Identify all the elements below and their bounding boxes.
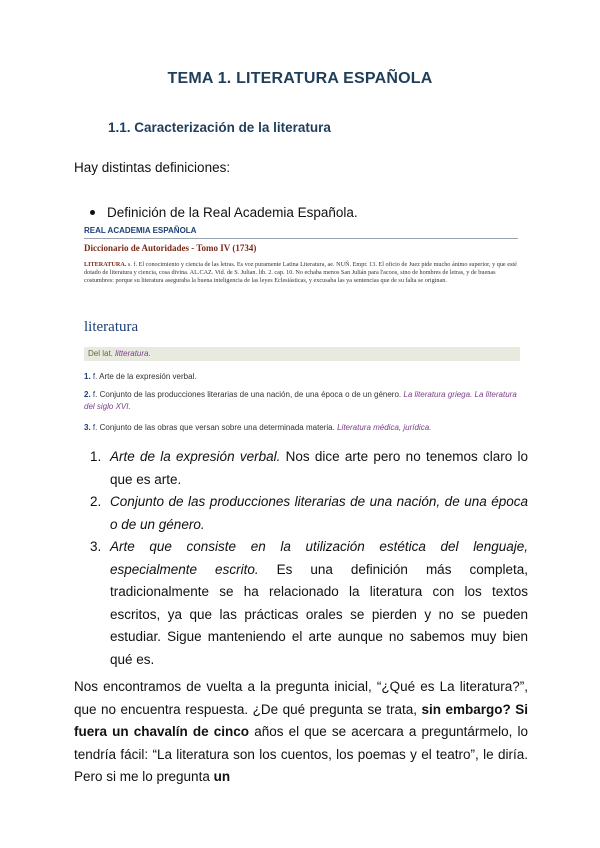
para-bold: un (213, 769, 231, 784)
rae-headword: literatura (84, 319, 139, 335)
rae-definition-1 (84, 371, 520, 383)
list-item-italic: Arte que consiste en la utilización estética del lenguaje, especialmente escrito. (110, 539, 528, 577)
definitions-list (90, 446, 528, 671)
def-examples: Literatura médica, jurídica. (337, 423, 432, 432)
def-gender: f. (92, 372, 98, 381)
rae-definition-2 (84, 389, 520, 413)
rae-etymology (84, 347, 520, 361)
list-item-text: Es una definición más completa, tradicionalmente se ha relacionado la literatura con los textos escritos, ya que las prácticas orales se pierden y no se pueden estudiar. Sigue manteniendo el arte aunque no sabemos muy bien qué es. (110, 561, 528, 667)
list-item-body (110, 536, 528, 671)
def-text: Conjunto de las obras que versan sobre una determinada materia. (99, 423, 335, 432)
list-item (90, 446, 528, 491)
rae-dictionary-title: Diccionario de Autoridades - Tomo IV (1734) (84, 243, 257, 253)
para-text: años el que se acercara a preguntármelo, lo tendría fácil: “La literatura son los cuentos, los poemas y el teatro”, le diría. Pero si me lo pregunta (74, 724, 528, 784)
rae-entry (84, 261, 518, 285)
page-title: TEMA 1. LITERATURA ESPAÑOLA (167, 70, 433, 87)
body-paragraph (74, 676, 528, 789)
rae-dictionary-image (84, 226, 520, 436)
def-number: 3. (84, 423, 91, 432)
rae-header: REAL ACADEMIA ESPAÑOLA (84, 226, 197, 235)
bullet-dot-icon (90, 210, 95, 215)
list-item (90, 491, 528, 536)
para-bold: sin embargo? Si fuera un chavalín de cinco (74, 701, 528, 739)
section-heading: 1.1. Caracterización de la literatura (108, 120, 331, 135)
def-examples: La literatura griega. La literatura del siglo XVI. (84, 390, 517, 411)
list-item (90, 536, 528, 671)
list-number: 3. (90, 539, 102, 554)
rae-divider (84, 238, 518, 239)
para-text: Nos encontramos de vuelta a la pregunta inicial, “¿Qué es La literatura?”, que no encuentra respuesta. ¿De qué pregunta se trata, (74, 679, 528, 717)
etym-word: litteratura. (115, 349, 151, 358)
list-number: 2. (90, 494, 102, 509)
bullet-item (90, 205, 358, 220)
def-text: Arte de la expresión verbal. (99, 372, 197, 381)
def-number: 1. (84, 372, 91, 381)
def-text: Conjunto de las producciones literarias de una nación, de una época o de un género. (99, 390, 402, 399)
def-gender: f. (92, 423, 98, 432)
rae-entry-text: s. f. El conocimiento y ciencia de las letras. Es voz puramente Latina Literatura, ae. NUÑ. Empr. 13. El oficio de Juez pide mucho ánimo superior, y que esté dotado de literatura y ciencia, cosa divina. AL.CAZ. Vid. de S. Julian. lib. 2. cap. 10. No echaba menos San Julián para l'acoos, sino de hombres de letras, y de buenas costumbres: porque su literatura aseguraba la buena inteligencia de las leyes Eclesiásticas, y excusaba las ya sentencias que de su falta se originan. (84, 261, 517, 284)
list-item-body (110, 446, 528, 491)
list-item-italic: Conjunto de las producciones literarias de una nación, de una época o de un género. (110, 494, 528, 532)
intro-text: Hay distintas definiciones: (74, 160, 231, 175)
def-gender: f. (92, 390, 98, 399)
list-item-italic: Arte de la expresión verbal. (110, 449, 281, 464)
rae-entry-lead: LITERATURA. (84, 261, 127, 268)
list-item-text: Nos dice arte pero no tenemos claro lo que es arte. (110, 449, 529, 487)
def-number: 2. (84, 390, 91, 399)
etym-prefix: Del lat. (88, 349, 113, 358)
bullet-text: Definición de la Real Academia Española. (107, 205, 358, 220)
list-number: 1. (90, 449, 102, 464)
list-item-body (110, 491, 528, 536)
rae-definition-3 (84, 422, 520, 434)
